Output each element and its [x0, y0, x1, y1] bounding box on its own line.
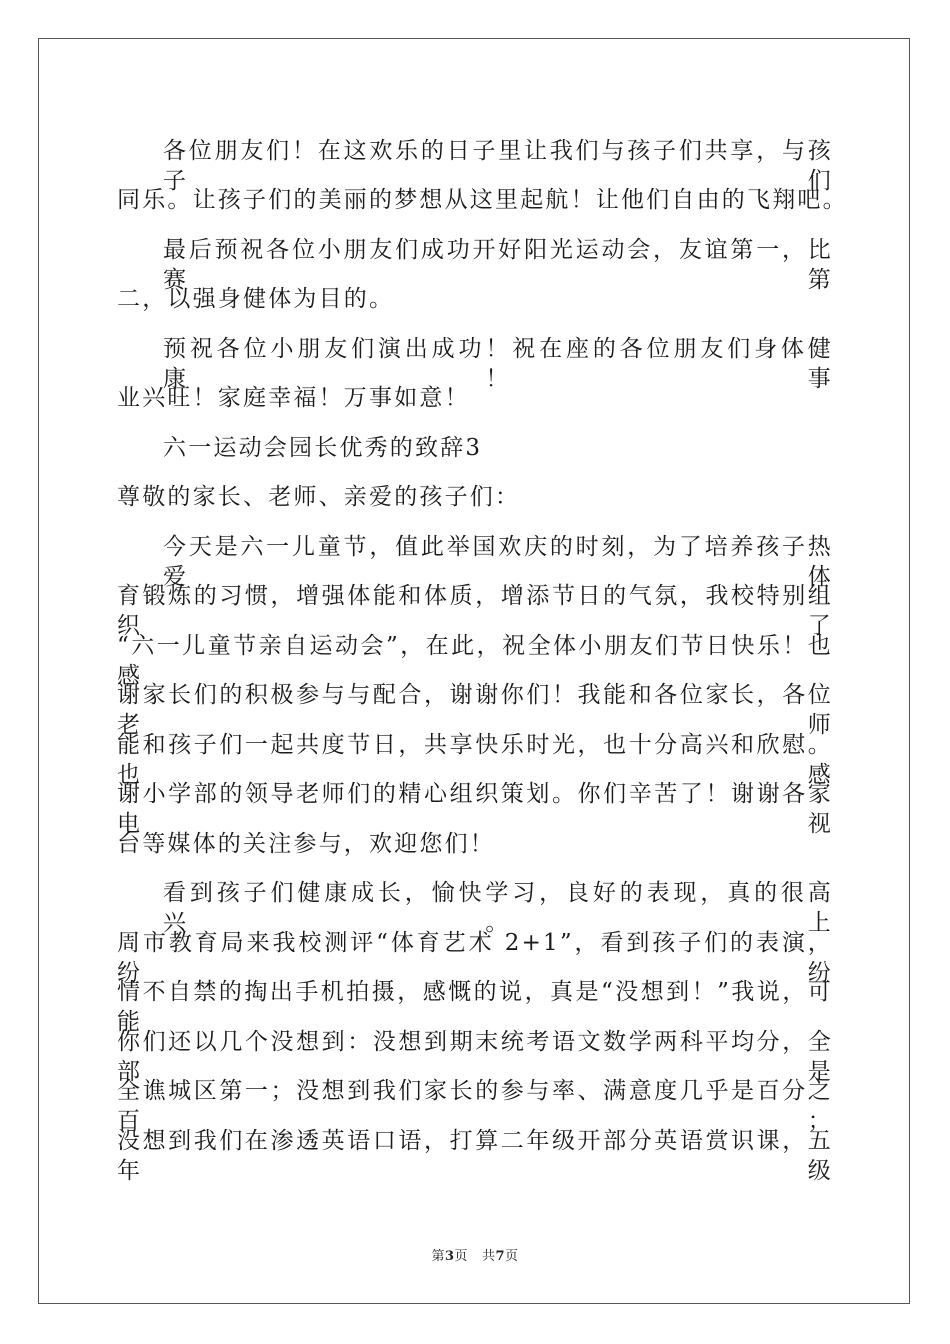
page-footer: [0, 1245, 950, 1264]
paragraph-line: 情不自禁的掏出手机拍摄，感慨的说，真是“没想到！”我说，可能: [117, 979, 833, 1035]
footer-suffix: 页: [505, 1249, 519, 1264]
paragraph-line: 能和孩子们一起共度节日，共享快乐时光，也十分高兴和欣慰。也感: [117, 732, 833, 788]
paragraph-line: 业兴旺！家庭幸福！万事如意！: [117, 385, 470, 411]
paragraph-line: “六一儿童节亲自运动会”，在此，祝全体小朋友们节日快乐！也感: [117, 633, 833, 689]
paragraph-line: 今天是六一儿童节，值此举国欢庆的时刻，为了培养孩子热爱体: [163, 534, 833, 590]
footer-prefix: 第: [431, 1249, 445, 1264]
paragraph-line: 二，以强身健体为目的。: [117, 286, 395, 312]
paragraph-line: 预祝各位小朋友们演出成功！祝在座的各位朋友们身体健康！事: [163, 336, 833, 392]
salutation: 尊敬的家长、老师、亲爱的孩子们：: [117, 484, 521, 510]
current-page-number: 3: [445, 1249, 455, 1264]
paragraph-line: 谢小学部的领导老师们的精心组织策划。你们辛苦了！谢谢各家电视: [117, 781, 833, 837]
paragraph-line: 你们还以几个没想到：没想到期末统考语文数学两科平均分，全部是: [117, 1029, 833, 1085]
paragraph-line: 台等媒体的关注参与，欢迎您们！: [117, 831, 495, 857]
section-heading: 六一运动会园长优秀的致辞3: [163, 435, 483, 461]
paragraph-line: 谢家长们的积极参与与配合，谢谢你们！我能和各位家长，各位老师: [117, 682, 833, 738]
paragraph-line: 最后预祝各位小朋友们成功开好阳光运动会，友谊第一，比赛第: [163, 237, 833, 293]
paragraph-line: 周市教育局来我校测评“体育艺术 2+1”，看到孩子们的表演，纷纷: [117, 930, 833, 986]
total-page-count: 7: [495, 1249, 505, 1264]
paragraph-line: 各位朋友们！在这欢乐的日子里让我们与孩子们共享，与孩子们: [163, 138, 833, 194]
paragraph-line: 看到孩子们健康成长，愉快学习，良好的表现，真的很高兴。上: [163, 880, 833, 936]
footer-mid: 页 共: [454, 1249, 496, 1264]
paragraph-line: 全谯城区第一；没想到我们家长的参与率、满意度几乎是百分之百；: [117, 1078, 833, 1134]
paragraph-line: 育锻炼的习惯，增强体能和体质，增添节日的气氛，我校特别组织了: [117, 583, 833, 639]
paragraph-line: 同乐。让孩子们的美丽的梦想从这里起航！让他们自由的飞翔吧。: [117, 187, 848, 213]
paragraph-line: 没想到我们在渗透英语口语，打算二年级开部分英语赏识课，五年级: [117, 1128, 833, 1184]
